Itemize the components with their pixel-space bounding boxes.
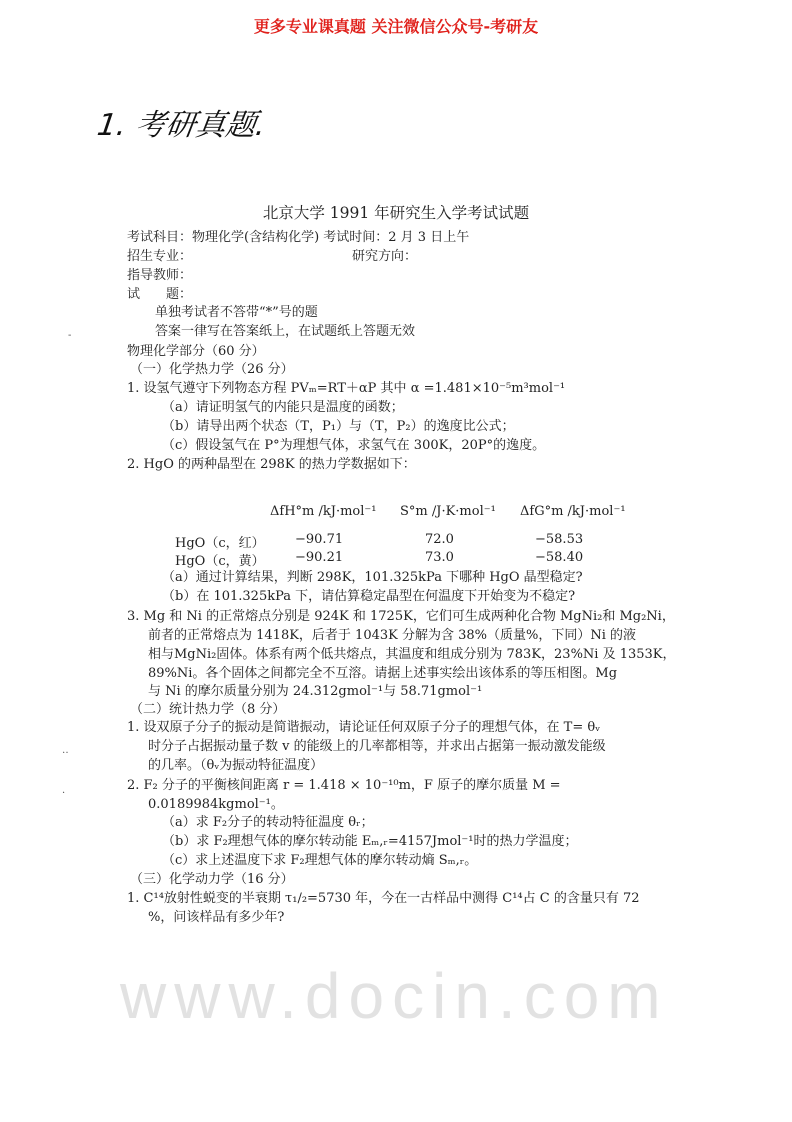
s1-q3-line: 89%Ni。各个固体之间都完全不互溶。请据上述事实绘出该体系的等压相图。Mg (148, 666, 618, 681)
section-3-heading: （三）化学动力学（16 分） (130, 872, 294, 887)
table-cell: −58.40 (535, 550, 584, 565)
table-header: S°m /J·K·mol⁻¹ (400, 504, 496, 519)
s2-q2-line: 2. F₂ 分子的平衡核间距离 r = 1.418 × 10⁻¹⁰m，F 原子的摩尔质量 M = (127, 778, 561, 793)
s1-q3-line: 与 Ni 的摩尔质量分别为 24.312gmol⁻¹与 58.71gmol⁻¹ (148, 684, 483, 699)
table-cell: −90.21 (295, 550, 344, 565)
table-header: ΔfH°m /kJ·mol⁻¹ (270, 504, 377, 519)
s2-q2c: （c）求上述温度下求 F₂理想气体的摩尔转动熵 Sₘ,ᵣ。 (162, 853, 478, 868)
s2-q1-line: 1. 设双原子分子的振动是简谐振动，请论证任何双原子分子的理想气体，在 T= θᵥ (127, 720, 601, 735)
watermark: www.docin.com (120, 960, 669, 1032)
section-1-heading: （一）化学热力学（26 分） (130, 362, 294, 377)
table-row-label: HgO（c，黄） (175, 554, 265, 569)
s1-q3-line: 3. Mg 和 Ni 的正常熔点分别是 924K 和 1725K，它们可生成两种化合物 MgNi₂和 Mg₂Ni， (127, 609, 675, 624)
note-1: 单独考试者不答带“*”号的题 (155, 305, 318, 320)
table-cell: 73.0 (425, 550, 454, 565)
note-2: 答案一律写在答案纸上，在试题纸上答题无效 (155, 324, 416, 339)
table-row-label: HgO（c，红） (175, 536, 265, 551)
exam-subject: 考试科目：物理化学(含结构化学) 考试时间：2 月 3 日上午 (127, 230, 470, 245)
table-cell: −58.53 (535, 532, 584, 547)
s1-q1b: （b）请导出两个状态（T，P₁）与（T，P₂）的逸度比公式； (162, 419, 515, 434)
s2-q2a: （a）求 F₂分子的转动特征温度 θᵣ； (162, 815, 374, 830)
scan-speck: ‐ (68, 330, 72, 341)
s1-q3-line: 相与MgNi₂固体。体系有两个低共熔点，其温度和组成分别为 783K，23%Ni 及 1353K， (148, 647, 676, 662)
scan-speck: ‥ (62, 745, 69, 756)
direction-label: 研究方向： (352, 249, 418, 264)
advisor-label: 指导教师： (127, 268, 193, 283)
s3-q1-line: %，问该样品有多少年? (148, 910, 285, 925)
s1-q1: 1. 设氢气遵守下列物态方程 PVₘ=RT＋αP 其中 α =1.481×10⁻⁵m³mol⁻¹ (127, 381, 566, 396)
s1-q2a: （a）通过计算结果，判断 298K，101.325kPa 下哪种 HgO 晶型稳定? (162, 570, 583, 585)
table-cell: 72.0 (425, 532, 454, 547)
major-label: 招生专业： (127, 249, 193, 264)
banner: 更多专业课真题 关注微信公众号-考研友 (253, 17, 539, 36)
s2-q2b: （b）求 F₂理想气体的摩尔转动能 Eₘ,ᵣ=4157Jmol⁻¹时的热力学温度； (162, 834, 578, 849)
s3-q1-line: 1. C¹⁴放射性蜕变的半衰期 τ₁/₂=5730 年，今在一古样品中测得 C¹⁴占 C 的含量只有 72 (127, 891, 640, 906)
part-heading: 物理化学部分（60 分） (127, 344, 265, 359)
table-cell: −90.71 (295, 532, 344, 547)
s1-q3-line: 前者的正常熔点为 1418K，后者于 1043K 分解为含 38%（质量%，下同）Ni 的液 (148, 628, 637, 643)
questions-label: 试 题： (127, 287, 193, 302)
table-header: ΔfG°m /kJ·mol⁻¹ (520, 504, 626, 519)
page-title: 北京大学 1991 年研究生入学考试试题 (262, 204, 530, 222)
s1-q2: 2. HgO 的两种晶型在 298K 的热力学数据如下： (127, 457, 416, 472)
s1-q2b: （b）在 101.325kPa 下，请估算稳定晶型在何温度下开始变为不稳定? (162, 589, 576, 604)
s1-q1a: （a）请证明氢气的内能只是温度的函数； (162, 400, 404, 415)
s2-q1-line: 的几率。（θᵥ为振动特征温度） (148, 758, 324, 773)
handwritten-note: 1. 考研真题. (95, 108, 268, 143)
s1-q1c: （c）假设氢气在 P°为理想气体，求氢气在 300K，20P°的逸度。 (162, 438, 546, 453)
s2-q1-line: 时分子占据振动量子数 v 的能级上的几率都相等，并求出占据第一振动激发能级 (148, 739, 606, 754)
s2-q2-line: 0.0189984kgmol⁻¹。 (148, 797, 284, 812)
section-2-heading: （二）统计热力学（8 分） (130, 702, 286, 717)
scan-speck: · (62, 788, 66, 799)
